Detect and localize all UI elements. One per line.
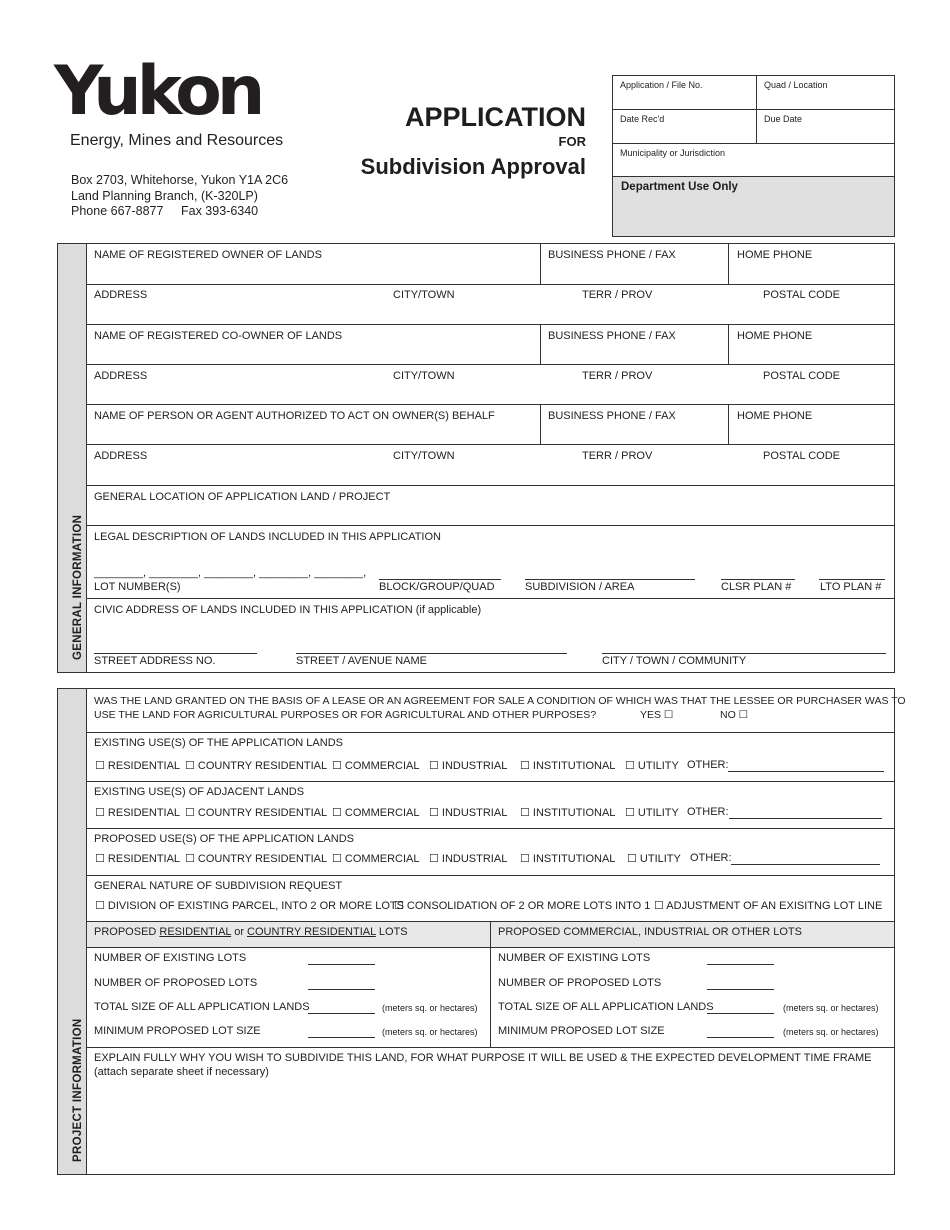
owner-city-label: CITY/TOWN <box>393 289 455 301</box>
lease-question-line-1: WAS THE LAND GRANTED ON THE BASIS OF A LEASE OR AN AGREEMENT FOR SALE A CONDITION OF WHICH WAS THAT THE LESSEE OR PURCHASER WAS TO <box>94 695 906 707</box>
agent-name-label: NAME OF PERSON OR AGENT AUTHORIZED TO ACT ON OWNER(S) BEHALF <box>94 410 495 422</box>
agent-business-phone-label: BUSINESS PHONE / FAX <box>548 410 676 422</box>
proposed-utility-checkbox[interactable]: ☐ UTILITY <box>627 853 681 865</box>
lease-yes-checkbox[interactable]: YES ☐ <box>640 709 674 721</box>
form-subtitle: Subdivision Approval <box>360 154 586 179</box>
com-min-lot-units: (meters sq. or hectares) <box>783 1027 879 1037</box>
existing-other-label: OTHER: <box>687 759 729 771</box>
explain-note: (attach separate sheet if necessary) <box>94 1066 269 1078</box>
general-location-label: GENERAL LOCATION OF APPLICATION LAND / PROJECT <box>94 491 391 503</box>
com-existing-lots-input[interactable] <box>707 964 774 965</box>
proposed-residential-checkbox[interactable]: ☐ RESIDENTIAL <box>95 853 181 865</box>
block-label: BLOCK/GROUP/QUAD <box>379 581 495 593</box>
com-total-size-units: (meters sq. or hectares) <box>783 1003 879 1013</box>
adjacent-other-input[interactable] <box>729 818 882 819</box>
coowner-city-label: CITY/TOWN <box>393 370 455 382</box>
adjustment-checkbox[interactable]: ☐ ADJUSTMENT OF AN EXISITNG LOT LINE <box>654 900 883 912</box>
date-received-label: Date Rec'd <box>620 114 665 124</box>
residential-lots-heading: PROPOSED RESIDENTIAL or COUNTRY RESIDENTIAL LOTS <box>94 926 408 938</box>
adjacent-utility-checkbox[interactable]: ☐ UTILITY <box>625 807 679 819</box>
existing-other-input[interactable] <box>728 771 884 772</box>
logo-subtitle: Energy, Mines and Resources <box>70 132 284 149</box>
municipality-label: Municipality or Jurisdiction <box>620 148 726 158</box>
agent-terr-label: TERR / PROV <box>582 450 653 462</box>
existing-uses-label: EXISTING USE(S) OF THE APPLICATION LANDS <box>94 737 343 749</box>
coowner-name-label: NAME OF REGISTERED CO-OWNER OF LANDS <box>94 330 343 342</box>
existing-utility-checkbox[interactable]: ☐ UTILITY <box>625 760 679 772</box>
res-total-size-label: TOTAL SIZE OF ALL APPLICATION LANDS <box>94 1001 310 1013</box>
legal-description-label: LEGAL DESCRIPTION OF LANDS INCLUDED IN THIS APPLICATION <box>94 531 441 543</box>
agent-postal-label: POSTAL CODE <box>763 450 841 462</box>
form-title-for: FOR <box>558 134 586 149</box>
general-information-section <box>57 243 895 673</box>
clsr-plan-label: CLSR PLAN # <box>721 581 792 593</box>
street-name-label: STREET / AVENUE NAME <box>296 655 428 667</box>
yukon-logo: Yukon <box>54 52 261 131</box>
existing-institutional-checkbox[interactable]: ☐ INSTITUTIONAL <box>520 760 616 772</box>
address-line-1: Box 2703, Whitehorse, Yukon Y1A 2C6 <box>71 173 289 187</box>
division-checkbox[interactable]: ☐ DIVISION OF EXISTING PARCEL, INTO 2 OR MORE LOTS <box>95 900 404 912</box>
proposed-other-input[interactable] <box>731 864 880 865</box>
coowner-address-label: ADDRESS <box>94 370 148 382</box>
explain-label: EXPLAIN FULLY WHY YOU WISH TO SUBDIVIDE THIS LAND, FOR WHAT PURPOSE IT WILL BE USED & THE EXPECTED DEVELOPMENT TIME FRAME <box>94 1052 872 1064</box>
quad-location-field[interactable] <box>756 76 894 110</box>
res-min-lot-units: (meters sq. or hectares) <box>382 1027 478 1037</box>
owner-home-phone-label: HOME PHONE <box>737 249 813 261</box>
civic-address-label: CIVIC ADDRESS OF LANDS INCLUDED IN THIS APPLICATION (if applicable) <box>94 604 482 616</box>
coowner-terr-label: TERR / PROV <box>582 370 653 382</box>
consolidation-checkbox[interactable]: ☐ CONSOLIDATION OF 2 OR MORE LOTS INTO 1 <box>394 900 651 912</box>
lot-numbers-label: LOT NUMBER(S) <box>94 581 181 593</box>
agent-city-label: CITY/TOWN <box>393 450 455 462</box>
date-received-field[interactable] <box>613 110 757 144</box>
res-existing-lots-input[interactable] <box>308 964 375 965</box>
coowner-home-phone-label: HOME PHONE <box>737 330 813 342</box>
existing-industrial-checkbox[interactable]: ☐ INDUSTRIAL <box>429 760 508 772</box>
com-existing-lots-label: NUMBER OF EXISTING LOTS <box>498 952 651 964</box>
proposed-other-label: OTHER: <box>690 852 732 864</box>
project-sidebar <box>58 689 87 1174</box>
subdivision-area-label: SUBDIVISION / AREA <box>525 581 635 593</box>
adjacent-residential-checkbox[interactable]: ☐ RESIDENTIAL <box>95 807 181 819</box>
proposed-country-residential-checkbox[interactable]: ☐ COUNTRY RESIDENTIAL <box>185 853 328 865</box>
com-proposed-lots-label: NUMBER OF PROPOSED LOTS <box>498 977 662 989</box>
adjacent-industrial-checkbox[interactable]: ☐ INDUSTRIAL <box>429 807 508 819</box>
project-side-label: PROJECT INFORMATION <box>72 1018 84 1162</box>
res-min-lot-label: MINIMUM PROPOSED LOT SIZE <box>94 1025 261 1037</box>
quad-location-label: Quad / Location <box>764 80 828 90</box>
general-sidebar <box>58 244 87 672</box>
lease-question-line-2: USE THE LAND FOR AGRICULTURAL PURPOSES OR FOR AGRICULTURAL AND OTHER PURPOSES? <box>94 709 597 721</box>
res-total-size-input[interactable] <box>308 1013 375 1014</box>
proposed-institutional-checkbox[interactable]: ☐ INSTITUTIONAL <box>520 853 616 865</box>
adjacent-other-label: OTHER: <box>687 806 729 818</box>
lto-plan-label: LTO PLAN # <box>820 581 882 593</box>
nature-label: GENERAL NATURE OF SUBDIVISION REQUEST <box>94 880 343 892</box>
adjacent-institutional-checkbox[interactable]: ☐ INSTITUTIONAL <box>520 807 616 819</box>
commercial-lots-heading: PROPOSED COMMERCIAL, INDUSTRIAL OR OTHER LOTS <box>498 926 802 938</box>
file-number-field[interactable] <box>613 76 757 110</box>
com-min-lot-label: MINIMUM PROPOSED LOT SIZE <box>498 1025 665 1037</box>
lease-no-checkbox[interactable]: NO ☐ <box>720 709 749 721</box>
adjacent-commercial-checkbox[interactable]: ☐ COMMERCIAL <box>332 807 420 819</box>
existing-commercial-checkbox[interactable]: ☐ COMMERCIAL <box>332 760 420 772</box>
existing-residential-checkbox[interactable]: ☐ RESIDENTIAL <box>95 760 181 772</box>
municipality-field[interactable] <box>613 144 894 177</box>
adjacent-country-residential-checkbox[interactable]: ☐ COUNTRY RESIDENTIAL <box>185 807 328 819</box>
agent-address-label: ADDRESS <box>94 450 148 462</box>
existing-country-residential-checkbox[interactable]: ☐ COUNTRY RESIDENTIAL <box>185 760 328 772</box>
coowner-postal-label: POSTAL CODE <box>763 370 841 382</box>
res-existing-lots-label: NUMBER OF EXISTING LOTS <box>94 952 247 964</box>
fax-number: Fax 393-6340 <box>181 204 259 218</box>
res-min-lot-input[interactable] <box>308 1037 375 1038</box>
proposed-commercial-checkbox[interactable]: ☐ COMMERCIAL <box>332 853 420 865</box>
form-title: APPLICATION <box>405 102 586 132</box>
owner-address-label: ADDRESS <box>94 289 148 301</box>
owner-postal-label: POSTAL CODE <box>763 289 841 301</box>
coowner-business-phone-label: BUSINESS PHONE / FAX <box>548 330 676 342</box>
department-use-box <box>612 75 895 237</box>
com-total-size-label: TOTAL SIZE OF ALL APPLICATION LANDS <box>498 1001 714 1013</box>
file-number-label: Application / File No. <box>620 80 703 90</box>
res-proposed-lots-input[interactable] <box>308 989 375 990</box>
com-min-lot-input[interactable] <box>707 1037 774 1038</box>
general-side-label: GENERAL INFORMATION <box>72 514 84 660</box>
due-date-field[interactable] <box>756 110 894 144</box>
community-label: CITY / TOWN / COMMUNITY <box>602 655 747 667</box>
phone-number: Phone 667-8877 <box>71 204 164 218</box>
res-total-size-units: (meters sq. or hectares) <box>382 1003 478 1013</box>
lot-number-blanks: ________, ________, ________, ________, ________, <box>94 567 367 579</box>
owner-name-label: NAME OF REGISTERED OWNER OF LANDS <box>94 249 322 261</box>
address-line-2: Land Planning Branch, (K-320LP) <box>71 189 258 203</box>
adjacent-uses-label: EXISTING USE(S) OF ADJACENT LANDS <box>94 786 305 798</box>
proposed-industrial-checkbox[interactable]: ☐ INDUSTRIAL <box>429 853 508 865</box>
due-date-label: Due Date <box>764 114 803 124</box>
agent-home-phone-label: HOME PHONE <box>737 410 813 422</box>
owner-terr-label: TERR / PROV <box>582 289 653 301</box>
res-proposed-lots-label: NUMBER OF PROPOSED LOTS <box>94 977 258 989</box>
proposed-uses-label: PROPOSED USE(S) OF THE APPLICATION LANDS <box>94 833 354 845</box>
com-proposed-lots-input[interactable] <box>707 989 774 990</box>
project-information-section <box>57 688 906 1175</box>
owner-business-phone-label: BUSINESS PHONE / FAX <box>548 249 676 261</box>
department-use-only: Department Use Only <box>613 177 894 236</box>
street-number-label: STREET ADDRESS NO. <box>94 655 216 667</box>
com-total-size-input[interactable] <box>707 1013 774 1014</box>
